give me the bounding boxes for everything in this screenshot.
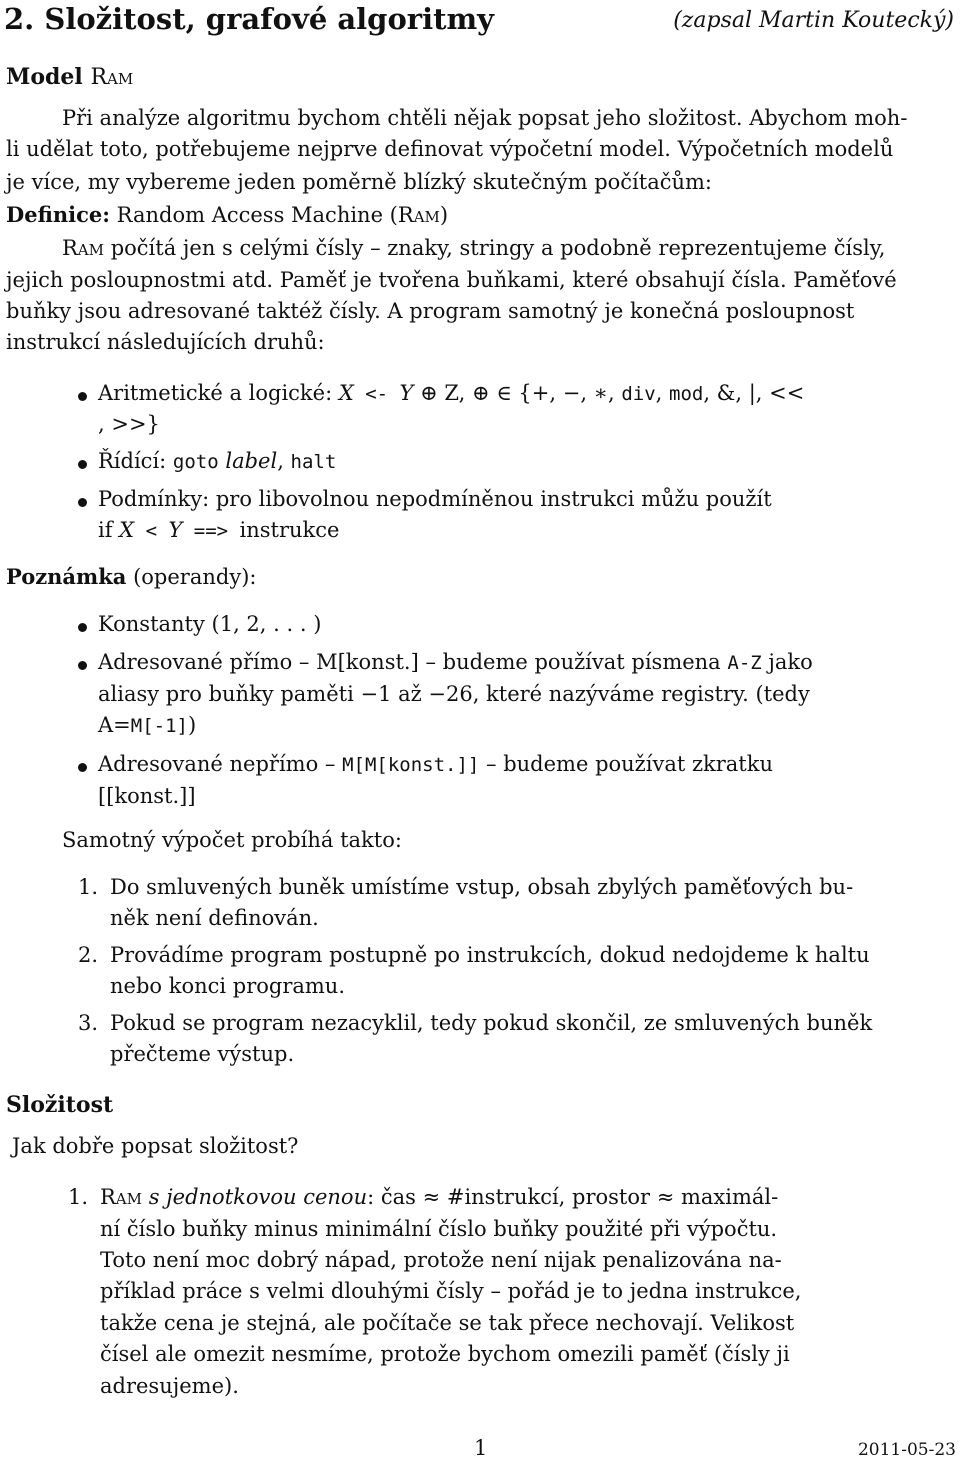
list-item-continuation: A=M[-1]) (98, 713, 197, 737)
list-item: Adresované nepřímo – M[M[konst.]] – budeme používat zkratku (98, 752, 773, 776)
step-line: přečteme výstup. (110, 1042, 295, 1066)
list-item-continuation: aliasy pro buňky paměti −1 až −26, které nazýváme registry. (tedy (98, 682, 810, 706)
definition-ram: Ram (397, 203, 440, 227)
list-item: Adresované přímo – M[konst.] – budeme používat písmena A-Z jako (98, 650, 813, 674)
paragraph-line: instrukcí následujících druhů: (6, 330, 325, 354)
complexity-line: příklad práce s velmi dlouhými čísly – pořád je to jedna instrukce, (100, 1279, 802, 1303)
list-item: Podmínky: pro libovolnou nepodmíněnou instrukci můžu použít (98, 487, 772, 511)
note-heading: Poznámka (operandy): (6, 564, 257, 589)
page-title: 2. Složitost, grafové algoritmy (4, 2, 495, 36)
paragraph-text: počítá jen s celými čísly – znaky, stringy a podobně reprezentujeme čísly, (104, 236, 886, 260)
bullet-icon (78, 763, 87, 772)
complexity-line: Toto není moc dobrý nápad, protože není nijak penalizována na- (100, 1248, 782, 1272)
complexity-line: ní číslo buňky minus minimální číslo buňky použité při výpočtu. (100, 1217, 778, 1241)
section-heading-complexity: Složitost (6, 1092, 114, 1118)
step-line: Do smluvených buněk umístíme vstup, obsah zbylých paměťových bu- (110, 875, 854, 899)
list-item: Aritmetické a logické: X <- Y ⊕ Z, ⊕ ∈ {+, −, ∗, div, mod, &, |, << (98, 381, 805, 405)
step-number: 1. (68, 1185, 89, 1209)
step-line: nebo konci programu. (110, 974, 345, 998)
paragraph-line: Při analýze algoritmu bychom chtěli nějak popsat jeho složitost. Abychom moh- (62, 106, 908, 130)
paragraph-line (62, 236, 885, 260)
paragraph-line: Jak dobře popsat složitost? (12, 1134, 299, 1158)
page-number: 1 (474, 1436, 488, 1460)
paragraph-line: buňky jsou adresované taktéž čísly. A program samotný je konečná posloupnost (6, 299, 855, 323)
paragraph-line: Samotný výpočet probíhá takto: (62, 828, 402, 852)
bullet-icon (78, 498, 87, 507)
complexity-line: čísel ale omezit nesmíme, protože bychom omezili paměť (čísly ji (100, 1342, 790, 1366)
byline: (zapsal Martin Koutecký) (673, 8, 954, 33)
list-item: Konstanty (1, 2, . . . ) (98, 612, 322, 636)
footer-date: 2011-05-23 (857, 1440, 956, 1460)
complexity-line: takže cena je stejná, ale počítače se tak přece nechovají. Velikost (100, 1311, 795, 1335)
paragraph-line: je více, my vybereme jeden poměrně blízký skutečným počítačům: (6, 170, 713, 194)
bullet-icon (78, 460, 87, 469)
definition-close: ) (439, 203, 449, 227)
step-line: něk není definován. (110, 906, 319, 930)
step-number: 2. (78, 943, 99, 967)
list-item-continuation: [[konst.]] (98, 784, 196, 808)
definition-label: Definice: (6, 202, 110, 227)
heading-text: Model (6, 64, 91, 90)
section-heading-model (6, 64, 133, 90)
bullet-icon (78, 661, 87, 670)
ram-term: Ram (62, 236, 105, 260)
list-item: Řídící: goto label, halt (98, 449, 337, 473)
paragraph-line: li udělat toto, potřebujeme nejprve definovat výpočetní model. Výpočetních modelů (6, 137, 894, 161)
bullet-icon (78, 623, 87, 632)
complexity-line: adresujeme). (100, 1374, 239, 1398)
paragraph-line: jejich posloupnostmi atd. Paměť je tvořena buňkami, které obsahují čísla. Paměťové (6, 268, 897, 292)
step-number: 1. (78, 875, 99, 899)
step-line: Provádíme program postupně po instrukcích, dokud nedojdeme k haltu (110, 943, 870, 967)
list-item-continuation: if X < Y ==> instrukce (98, 518, 340, 542)
heading-ram: Ram (90, 65, 134, 90)
complexity-line: Ram s jednotkovou cenou: čas ≈ #instrukcí, prostor ≈ maximál- (100, 1185, 779, 1209)
definition-text: Random Access Machine ( (110, 203, 398, 227)
step-line: Pokud se program nezacyklil, tedy pokud skončil, ze smluvených buněk (110, 1011, 873, 1035)
definition-line (6, 202, 448, 227)
list-item-continuation: , >>} (98, 412, 160, 436)
bullet-icon (78, 392, 87, 401)
step-number: 3. (78, 1011, 99, 1035)
